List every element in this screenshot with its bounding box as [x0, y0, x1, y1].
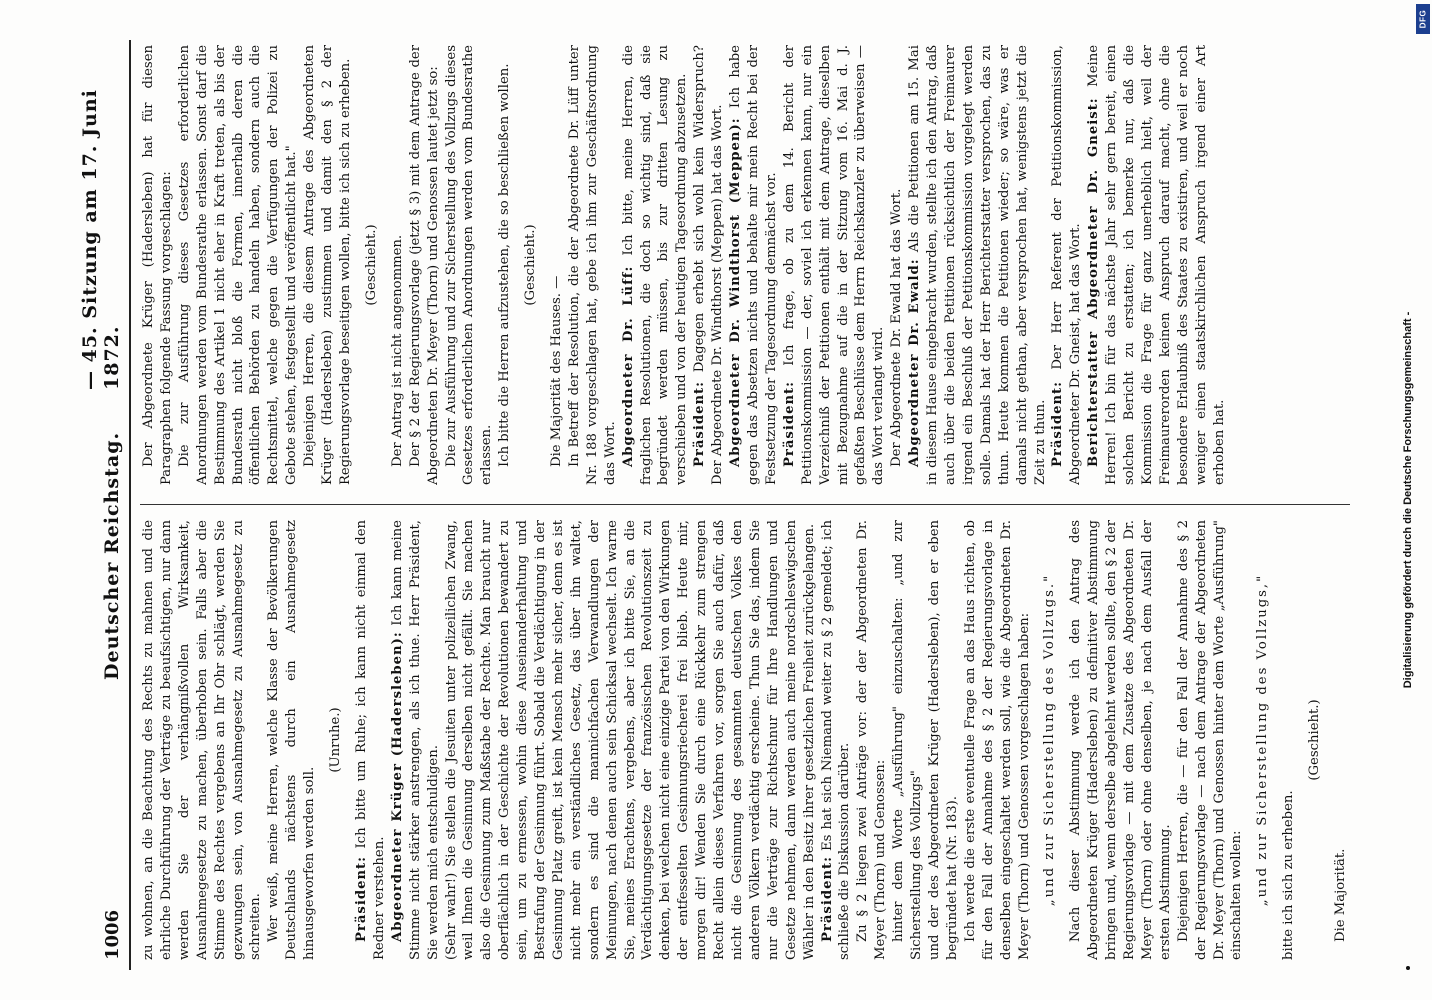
paragraph: Diejenigen Herren, die — für den Fall der Annahme des § 2 der Regierungsvorlage — nach dem Antrage der Abgeordneten Dr. Meyer (Thorn) und Genossen hinter dem Worte „Ausführung" einschalten wollen: [1175, 520, 1245, 960]
page-number: 1006 [102, 909, 123, 960]
speaker-name: Präsident: [819, 855, 835, 942]
paragraph [353, 520, 389, 960]
speech-text: Ich kann meine Stimme nicht stärker anstrengen, als ich thue. Herr Präsident, Sie werden mich entschuldigen. [389, 520, 441, 960]
paragraph [1085, 45, 1228, 485]
credit-text: Digitalisierung gefördert durch die Deutsche Forschungsgemeinschaft - [1402, 311, 1414, 689]
paragraph: Die Majorität des Hauses. — [549, 275, 565, 467]
interjection: (Geschieht.) [363, 224, 379, 306]
paragraph: Ich werde die erste eventuelle Frage an das Haus richten, ob für den Fall der Annahme des § 2 der Regierungsvorlage in denselben eingeschaltet werden soll, wie die Abgeordneten Dr. Meyer (Thorn) und Genossen vorgeschlagen haben: [962, 520, 1032, 960]
speaker-name: Berichterstatter Abgeordneter Dr. Gneist: [1086, 97, 1102, 467]
speech-text: Ich frage, ob zu dem 14. Bericht der Petitionskommission — der, soviel ich erkennen kann, nur ein Verzeichniß der Petitionen enthält mit dem Antrage, dieselben mit Bezugnahme auf die in der Sitzung vom 16. Mai d. J. gefaßten Beschlüsse dem Herrn Reichskanzler zu überweisen — das Wort verlangt wird. [781, 45, 887, 485]
digitization-credit [1396, 8, 1420, 992]
speech-text: Es hat sich Niemand weiter zu § 2 gemeldet; ich schließe die Diskussion darüber. [819, 520, 853, 960]
speaker-name: Präsident: [353, 855, 369, 942]
speaker-name: Präsident: [1050, 380, 1066, 467]
dfg-logo [1416, 4, 1430, 34]
paragraph: Wer weiß, meine Herren, welche Klasse der Bevölkerungen Deutschlands nächstens durch ein Ausnahmegesetz hinausgeworfen werden soll. [266, 520, 318, 960]
interjection: (Unruhe.) [328, 707, 344, 773]
paragraph [1049, 45, 1085, 485]
paragraph: Diejenigen Herren, die diesem Antrage des Abgeordneten Krüger (Hadersleben) zustimmen und damit den § 2 der Regierungsvorlage beseitigen wollen, bitte ich sich zu erheben. [302, 45, 353, 485]
paragraph: Die zur Ausführung dieses Gesetzes erforderlichen Anordnungen werden vom Bundesrathe erlassen. Sonst darf die Bestimmung des Artikel 1 nicht eher in Kraft treten, als bis der Bundesrath nicht bloß die Formen, innerhalb deren die öffentlichen Behörden zu handeln haben, sondern auch die Rechtsmittel, welche gegen die Verfügungen der Polizei zu Gebote stehen, festgestellt und veröffentlicht hat." [176, 45, 300, 485]
speaker-name: Abgeordneter Dr. Ewald: [907, 258, 923, 467]
paragraph: Nach dieser Abstimmung werde ich den Antrag des Abgeordneten Krüger (Hadersleben) zu definitiver Abstimmung bringen und, wenn derselbe abgelehnt werden sollte, den § 2 der Regierungsvorlage — mit dem Zusatze des Abgeordneten Dr. Meyer (Thorn) oder ohne denselben, je nach dem Ausfall der ersten Abstimmung. [1068, 520, 1173, 960]
paragraph: Die zur Ausführung und zur Sicherstellung des Vollzugs dieses Gesetzes erforderlichen Anordnungen werden vom Bundesrathe erlassen. [443, 45, 495, 485]
speaker-name: Abgeordneter Dr. Windthorst (Meppen): [728, 117, 744, 467]
interjection: (Geschieht.) [1307, 699, 1323, 781]
paragraph: bitte ich sich zu erheben. [1281, 790, 1297, 960]
speech-text: Ich bitte um Ruhe; ich kann nicht einmal den Redner verstehen. [353, 520, 387, 960]
speech-text: Ich habe gegen das Absetzen nichts und behalte mir mein Recht bei der Festsetzung der Tagesordnung demnächst vor. [728, 45, 779, 485]
quoted-amendment: „und zur Sicherstellung des Vollzugs," [1255, 573, 1271, 907]
header-title-left: Deutscher Reichstag. [101, 431, 123, 680]
left-column [140, 520, 1360, 960]
paragraph [906, 45, 1049, 485]
speech-text: Ich bitte, meine Herren, die fraglichen Resolutionen, die doch so wichtig sind, daß sie begründet werden müssen, bis zur dritten Lesung zu verschieben und von der heutigen Tagesordnung abzusetzen. [620, 45, 690, 485]
paragraph: Zu § 2 liegen zwei Anträge vor: der der Abgeordneten Dr. Meyer (Thorn) und Genossen: [855, 520, 889, 960]
speaker-name: Abgeordneter Dr. Lüff: [620, 265, 636, 467]
quoted-amendment: „und zur Sicherstellung des Vollzugs." [1042, 573, 1058, 907]
paragraph [781, 45, 888, 485]
header-title-right: — 45. Sitzung am 17. Juni 1872. [79, 89, 123, 390]
paragraph: Der Antrag ist nicht angenommen. [389, 234, 405, 467]
speaker-name: Präsident: [692, 380, 708, 467]
paragraph [389, 520, 443, 960]
paragraph [620, 45, 692, 485]
speaker-name: Abgeordneter Krüger (Hadersleben): [389, 631, 405, 942]
paragraph: Der Abgeordnete Dr. Ewald hat das Wort. [889, 188, 905, 467]
column-divider [140, 504, 1350, 505]
speech-text: Meine Herren! Ich bin für das nächste Jahr sehr gern bereit, einen solchen Bericht zu erstatten; ich bemerke nur, daß die Kommission die Frage für ganz unerheblich hielt, weil der Freimaurerorden keinen Anspruch darauf macht, ohne die besondere Erlaubniß des Staates zu existiren, und weil er noch weniger einen staatskirchlichen Anspruch irgend einer Art erhoben hat. [1086, 45, 1227, 485]
speech-text: Der Herr Referent der Petitionskommission, Abgeordneter Dr. Gneist, hat das Wort. [1050, 45, 1084, 485]
paragraph: hinter dem Worte „Ausführung" einzuschalten: „und zur Sicherstellung des Vollzugs" [891, 520, 925, 960]
dfg-logo-text: DFG [1418, 9, 1428, 29]
interjection: (Geschieht.) [523, 224, 539, 306]
speech-text: Als die Petitionen am 15. Mai in diesem Hause eingebracht wurden, stellte ich den Antrag, daß auch über die beiden Petitionen rücksichtlich der Freimaurer irgend ein Beschluß der Petitionskommission vorgelegt werden solle. Damals hat der Herr Berichterstatter versprochen, das zu thun. Heute kommen die Petitionen wieder; so wäre, was er damals nicht gethan, aber versprochen hat, wenigstens jetzt die Zeit zu thun. [907, 45, 1048, 485]
paragraph: (Sehr wahr!) Sie stellen die Jesuiten unter polizeilichen Zwang, weil Ihnen die Gesinnung derselben nicht gefällt. Sie machen also die Gesinnung zum Maßstabe der Rechte. Man braucht nur oberflächlich in der Geschichte der Revolutionen bewandert zu sein, um zu ermessen, wohin diese Auseinanderhaltung und Bestrafung der Gesinnung führt. Sobald die Verdächtigung in der Gesinnung Platz greift, ist kein Mensch mehr sicher, denn es ist nicht mehr ein verständliches Gesetz, das über ihn waltet, sondern es sind die mannichfachen Verwandlungen der Meinungen, nach denen auch sein Schicksal wechselt. Ich warne Sie, meines Erachtens, vergebens, aber ich bitte Sie, an die Verdächtigungsgesetze der französischen Revolutionszeit zu denken, bei welchen nicht eine einzige Partei von den Wirkungen der entfesselten Gesinnungsriecherei frei blieb. Heute mir, morgen dir! Wenden Sie durch eine Rückkehr zum strengen Recht allein dieses Verfahren vor, sorgen Sie auch dafür, daß nicht die Gesinnung des gesammten deutschen Volkes den anderen Völkern verdächtig erscheine. Thun Sie das, indem Sie nur die Verträge zur Richtschnur für Ihre Handlungen und Gesetze nehmen, dann werden auch meine nordschleswigschen Wähler in den Besitz ihrer gesetzlichen Freiheit zurückgelangen. [443, 520, 817, 960]
right-column [140, 45, 1360, 485]
paragraph [819, 520, 855, 960]
paragraph: Der Abgeordnete Krüger (Hadersleben) hat für diesen Paragraphen folgende Fassung vorgeschlagen: [141, 45, 174, 485]
paragraph: Ich bitte die Herren aufzustehen, die so beschließen wollen. [497, 63, 513, 467]
paragraph: und der des Abgeordneten Krüger (Hadersleben), den er eben begründet hat (Nr. 183). [926, 520, 960, 960]
paragraph: In Betreff der Resolution, die der Abgeordnete Dr. Lüff unter Nr. 188 vorgeschlagen hat, gebe ich ihm zur Geschäftsordnung das Wort. [566, 45, 618, 485]
paragraph [691, 45, 727, 485]
paragraph: Der § 2 der Regierungsvorlage (jetzt § 3) mit dem Antrage der Abgeordneten Dr. Meyer (Thorn) und Genossen lautet jetzt so: [407, 45, 441, 485]
speech-text: Dagegen erhebt sich wohl kein Widerspruch? Der Abgeordnete Dr. Windthorst (Meppen) hat das Wort. [692, 45, 726, 485]
paragraph: zu wohnen, an die Beachtung des Rechts zu mahnen und die ehrliche Durchführung der Verträge zu beaufsichtigen, nur dann werden Sie der verhängnißvollen Wirksamkeit, Ausnahmegesetze zu machen, überhoben sein. Falls aber die Stimme des Rechtes vergebens an Ihr Ohr schlägt, werden Sie gezwungen sein, von Ausnahmegesetz zu Ausnahmegesetz zu schreiten. [141, 520, 264, 960]
paragraph: Die Majorität. [1333, 848, 1349, 942]
scan-speck [1406, 966, 1410, 970]
page-header [79, 40, 131, 970]
speaker-name: Präsident: [781, 380, 797, 467]
paragraph [727, 45, 781, 485]
